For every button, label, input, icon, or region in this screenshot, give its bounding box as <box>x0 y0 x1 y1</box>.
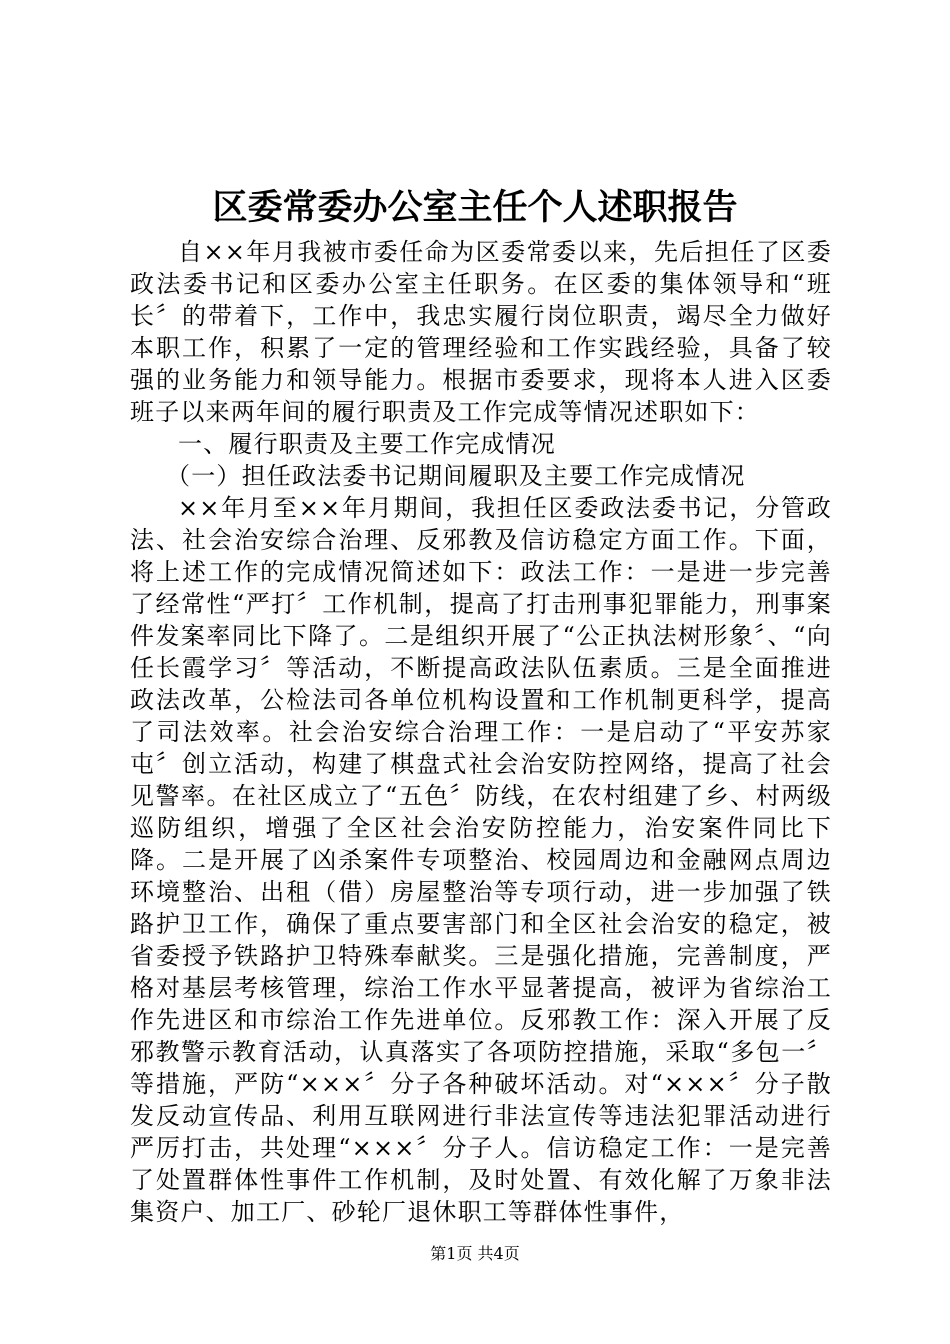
section-body-paragraph: ××年月至××年月期间，我担任区委政法委书记，分管政法、社会治安综合治理、反邪教及信访稳定方面工作。下面，将上述工作的完成情况简述如下：政法工作：一是进一步完善了经常性“严打〞工作机制，提高了打击刑事犯罪能力，刑事案件发案率同比下降了。二是组织开展了“公正执法树形象〞、“向任长霞学习〞等活动，不断提高政法队伍素质。三是全面推进政法改革，公检法司各单位机构设置和工作机制更科学，提高了司法效率。社会治安综合治理工作：一是启动了“平安苏家屯〞创立活动，构建了棋盘式社会治安防控网络，提高了社会见警率。在社区成立了“五色〞防线，在农村组建了乡、村两级巡防组织，增强了全区社会治安防控能力，治安案件同比下降。二是开展了凶杀案件专项整治、校园周边和金融网点周边环境整治、出租（借）房屋整治等专项行动，进一步加强了铁路护卫工作，确保了重点要害部门和全区社会治安的稳定，被省委授予铁路护卫特殊奉献奖。三是强化措施，完善制度，严格对基层考核管理，综治工作水平显著提高，被评为省综治工作先进区和市综治工作先进单位。反邪教工作：深入开展了反邪教警示教育活动，认真落实了各项防控措施，采取“多包一〞等措施，严防“×××〞分子各种破坏活动。对“×××〞分子散发反动宣传品、利用互联网进行非法宣传等违法犯罪活动进行严厉打击，共处理“×××〞分子人。信访稳定工作：一是完善了处置群体性事件工作机制，及时处置、有效化解了万象非法集资户、加工厂、砂轮厂退休职工等群体性事件， <box>130 494 832 1226</box>
intro-paragraph: 自××年月我被市委任命为区委常委以来，先后担任了区委政法委书记和区委办公室主任职务。在区委的集体领导和“班长〞的带着下，工作中，我忠实履行岗位职责，竭尽全力做好本职工作，积累了一定的管理经验和工作实践经验，具备了较强的业务能力和领导能力。根据市委要求，现将本人进入区委班子以来两年间的履行职责及工作完成等情况述职如下： <box>130 238 832 426</box>
document-body <box>130 236 832 1228</box>
section-heading: 一、履行职责及主要工作完成情况 <box>178 430 556 458</box>
subsection-heading: （一）担任政法委书记期间履职及主要工作完成情况 <box>166 462 746 490</box>
page-footer: 第1页 共4页 <box>430 1244 520 1263</box>
document-title: 区委常委办公室主任个人述职报告 <box>212 187 738 228</box>
